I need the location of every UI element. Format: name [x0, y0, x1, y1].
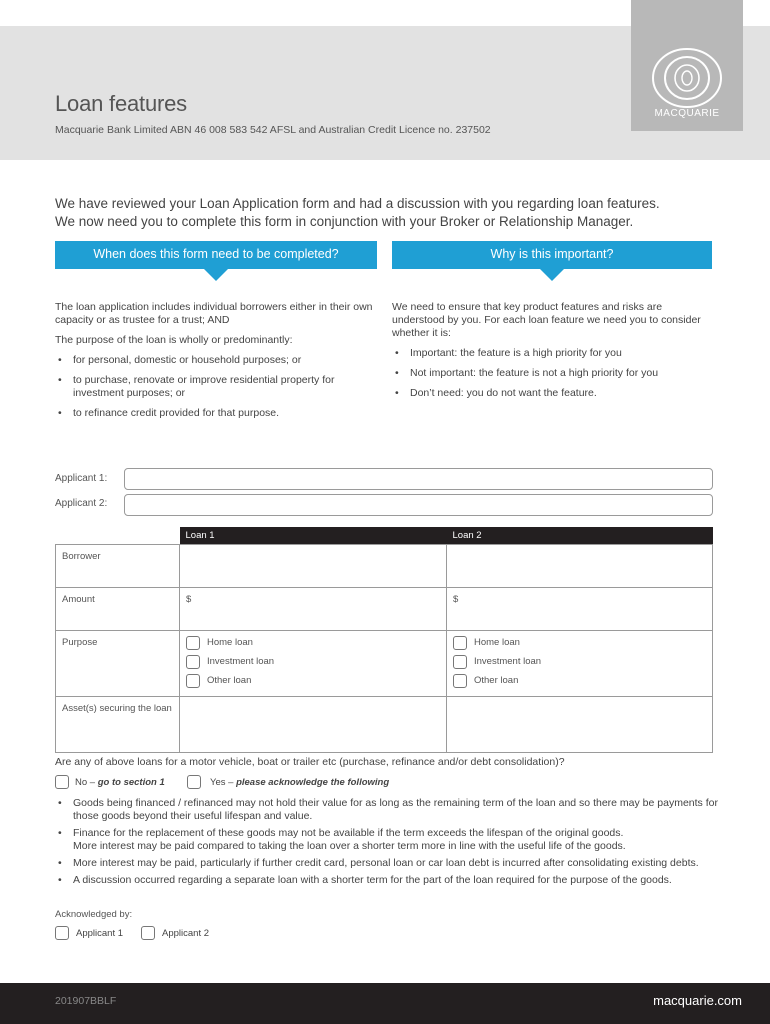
checkbox[interactable] [453, 655, 467, 669]
checkbox[interactable] [186, 674, 200, 688]
no-label: No – [75, 776, 96, 788]
acknowledged-label: Acknowledged by: [55, 909, 133, 920]
loan-1-asset-field[interactable] [180, 697, 447, 753]
option-label: Home loan [474, 637, 520, 648]
intro-line-1: We have reviewed your Loan Application form and had a discussion with you regarding loan features. [55, 196, 660, 211]
checkbox[interactable] [55, 926, 69, 940]
checkbox[interactable] [453, 674, 467, 688]
checkbox[interactable] [55, 775, 69, 789]
goods-bullets [55, 797, 720, 891]
yes-label: Yes – [210, 776, 234, 788]
acknowledged-applicant-2[interactable]: Applicant 2 [162, 927, 210, 939]
acknowledged-options [55, 926, 209, 940]
table-header-loan-2: Loan 2 [447, 527, 713, 545]
no-action: go to section 1 [97, 776, 165, 788]
checkbox[interactable] [186, 655, 200, 669]
checkbox[interactable] [187, 775, 201, 789]
loan-2-amount-field[interactable] [447, 588, 713, 631]
loan-1-home-loan-option[interactable] [186, 633, 440, 652]
why-bullets [392, 347, 714, 400]
loan-2-home-loan-option[interactable] [453, 633, 706, 652]
banner-pointer-icon [539, 268, 565, 281]
loan-2-purpose-cell [447, 631, 713, 697]
table-header-row [56, 527, 713, 545]
checkbox[interactable] [141, 926, 155, 940]
loan-2-asset-field[interactable] [447, 697, 713, 753]
when-column [55, 301, 377, 427]
option-label: Other loan [207, 675, 252, 686]
currency-symbol: $ [453, 594, 459, 605]
when-paragraph-1: The loan application includes individual borrowers either in their own capacity or as trustee for a trust; AND [55, 301, 373, 326]
amount-label: Amount [56, 588, 180, 631]
banner-pointer-icon [203, 268, 229, 281]
acknowledged-applicant-1[interactable]: Applicant 1 [76, 927, 124, 939]
loan-1-amount-field[interactable] [180, 588, 447, 631]
list-item: • More interest may be paid, particularly if further credit card, personal loan or car loan debt is incurred after consolidating existing debts. [55, 857, 720, 870]
logo-text: MACQUARIE [654, 108, 720, 119]
option-label: Other loan [474, 675, 519, 686]
applicant-2-label: Applicant 2: [55, 498, 108, 509]
form-code: 201907BBLF [55, 995, 117, 1007]
loan-2-other-loan-option[interactable] [453, 671, 706, 690]
applicant-2-field[interactable] [124, 494, 713, 516]
list-item: • to purchase, renovate or improve residential property for investment purposes; or [55, 374, 377, 400]
loan-2-borrower-field[interactable] [447, 545, 713, 588]
when-bullets [55, 354, 377, 420]
purpose-label: Purpose [56, 631, 180, 697]
footer-url[interactable]: macquarie.com [653, 993, 742, 1008]
yes-option[interactable] [187, 775, 389, 789]
list-item: • to refinance credit provided for that purpose. [55, 407, 377, 420]
macquarie-logo [631, 0, 743, 131]
borrower-label: Borrower [56, 545, 180, 588]
option-label: Investment loan [474, 656, 542, 667]
loan-1-other-loan-option[interactable] [186, 671, 440, 690]
table-row-amount [56, 588, 713, 631]
why-heading: Why is this important? [490, 247, 614, 261]
loan-1-investment-loan-option[interactable] [186, 652, 440, 671]
loan-1-borrower-field[interactable] [180, 545, 447, 588]
why-paragraph-1: We need to ensure that key product features and risks are understood by you. For each loan feature we need you to consider whether it is: [392, 301, 701, 339]
bullet-line: Finance for the replacement of these goods may not be available if the term exceeds the lifespan of the original goods. [73, 827, 624, 839]
table-header-loan-1: Loan 1 [180, 527, 447, 545]
bullet-line: More interest may be paid compared to taking the loan over a shorter term more in line with the useful life of the goods. [73, 840, 626, 852]
table-header-empty [56, 527, 180, 545]
option-label: Investment loan [207, 656, 275, 667]
list-item: • Don’t need: you do not want the feature. [392, 387, 714, 400]
table-row-borrower [56, 545, 713, 588]
footer [0, 983, 770, 1024]
option-label: Home loan [207, 637, 253, 648]
loan-2-investment-loan-option[interactable] [453, 652, 706, 671]
when-heading: When does this form need to be completed? [93, 247, 339, 261]
list-item: • A discussion occurred regarding a separate loan with a shorter term for the part of the loan required for the purpose of the goods. [55, 874, 720, 887]
no-option[interactable] [55, 775, 165, 789]
list-item: • Goods being financed / refinanced may not hold their value for as long as the remaining term of the loan and so there may be payments for those goods beyond their useful lifespan and value. [55, 797, 720, 823]
table-row-asset [56, 697, 713, 753]
list-item: • Not important: the feature is not a high priority for you [392, 367, 714, 380]
table-row-purpose [56, 631, 713, 697]
page-title: Loan features [55, 91, 187, 116]
intro-text [55, 195, 725, 231]
list-item: • Important: the feature is a high priority for you [392, 347, 714, 360]
list-item [55, 827, 720, 853]
loan-1-purpose-cell [180, 631, 447, 697]
logo-emblem-icon [651, 47, 723, 109]
licence-text: Macquarie Bank Limited ABN 46 008 583 542 AFSL and Australian Credit Licence no. 237502 [55, 124, 491, 136]
intro-line-2: We now need you to complete this form in conjunction with your Broker or Relationship Manager. [55, 214, 634, 229]
yes-action: please acknowledge the following [236, 776, 390, 788]
applicant-1-field[interactable] [124, 468, 713, 490]
motor-vehicle-question: Are any of above loans for a motor vehicle, boat or trailer etc (purchase, refinance and/or debt consolidation)? [55, 756, 565, 768]
when-paragraph-2: The purpose of the loan is wholly or predominantly: [55, 334, 293, 346]
loan-table [55, 527, 713, 753]
currency-symbol: $ [186, 594, 192, 605]
checkbox[interactable] [453, 636, 467, 650]
asset-label: Asset(s) securing the loan [56, 697, 180, 753]
why-banner [392, 241, 712, 269]
when-banner [55, 241, 377, 269]
applicant-1-label: Applicant 1: [55, 473, 108, 484]
why-column [392, 301, 714, 407]
checkbox[interactable] [186, 636, 200, 650]
list-item: • for personal, domestic or household purposes; or [55, 354, 377, 367]
